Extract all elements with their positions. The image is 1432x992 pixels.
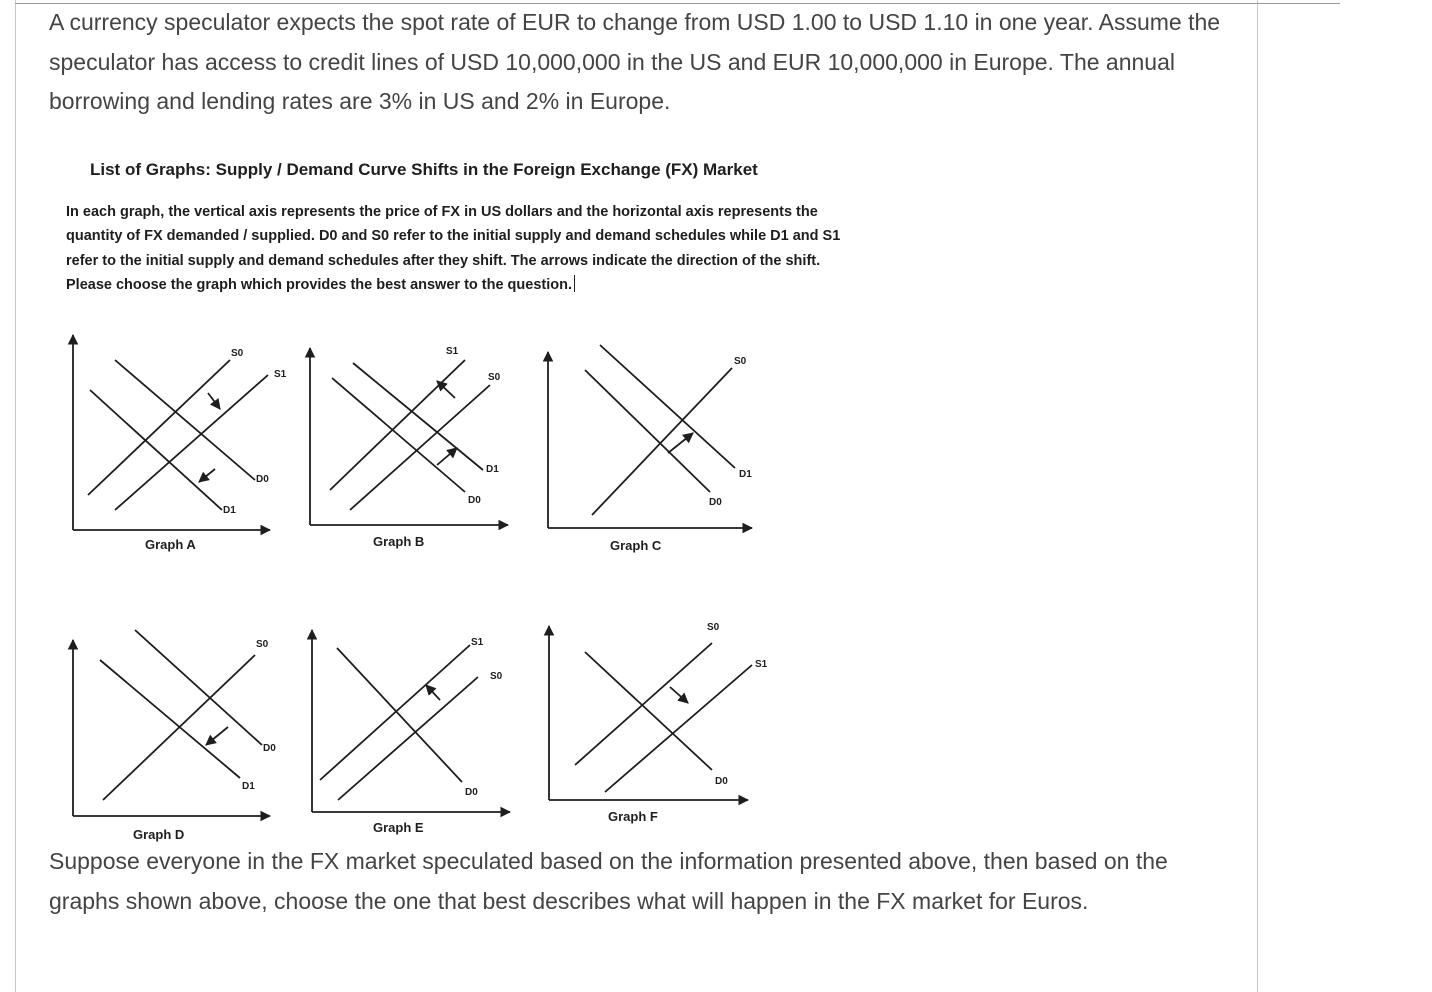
graph-e-s0-label: S0 <box>490 671 503 682</box>
question-closing-text: Suppose everyone in the FX market speculated based on the information presented above, then based on the graphs shown above, choose the one that best describes what will happen in the FX market for Euros. <box>49 848 1168 914</box>
graph-f-s0-label: S0 <box>707 622 720 633</box>
graph-f <box>549 626 752 800</box>
graph-b-d-shift-arrow <box>437 448 457 465</box>
graph-b-s1-label: S1 <box>446 346 459 357</box>
graph-e <box>312 630 510 812</box>
graph-e-name: Graph E <box>373 820 424 835</box>
graph-a-d1-curve <box>90 390 222 510</box>
graph-f-d0-label: D0 <box>715 776 728 787</box>
graph-d-d0-curve <box>135 630 262 745</box>
figure-title: List of Graphs: Supply / Demand Curve Shifts in the Foreign Exchange (FX) Market <box>90 160 758 179</box>
graph-b-d0-curve <box>332 378 465 492</box>
graph-a-d-shift-arrow <box>199 469 215 482</box>
graph-c-s0-label: S0 <box>734 356 747 367</box>
graph-e-d0-label: D0 <box>465 787 478 798</box>
graph-d-d0-label: D0 <box>263 743 276 754</box>
graph-f-s1-label: S1 <box>755 659 768 670</box>
graph-c-d-shift-arrow <box>668 433 693 453</box>
graph-d-d1-label: D1 <box>242 781 255 792</box>
graph-d-d-shift-arrow <box>206 727 228 745</box>
graph-c-s0-curve <box>592 368 732 515</box>
graph-c-d1-label: D1 <box>739 469 752 480</box>
graph-e-s0-curve <box>338 677 478 800</box>
graph-b-d1-label: D1 <box>486 464 499 475</box>
graph-e-s1-label: S1 <box>471 637 484 648</box>
graph-c-d0-label: D0 <box>709 497 722 508</box>
graph-a-s1-label: S1 <box>274 369 287 380</box>
graph-b-s0-label: S0 <box>488 372 501 383</box>
graph-f-s1-curve <box>605 665 752 792</box>
graph-e-s-shift-arrow <box>426 685 440 700</box>
graph-e-s1-curve <box>320 645 470 780</box>
graph-f-name: Graph F <box>608 809 658 824</box>
graph-d-s0-label: S0 <box>256 639 269 650</box>
graph-a-d1-label: D1 <box>223 505 236 516</box>
graph-a-d0-curve <box>115 360 255 480</box>
graph-a-s0-label: S0 <box>231 348 244 359</box>
graph-a-d0-label: D0 <box>256 474 269 485</box>
graph-d <box>73 630 270 816</box>
graph-b-s-shift-arrow <box>437 381 455 398</box>
graph-a-s-shift-arrow <box>208 393 220 409</box>
graph-b-d0-label: D0 <box>468 495 481 506</box>
question-intro-text: A currency speculator expects the spot rate of EUR to change from USD 1.00 to USD 1.10 in one year. Assume the speculator has access to credit lines of USD 10,000,000 in the US and EUR 10,000,000 in Europe. The annual borrowing and lending rates are 3% in US and 2% in Europe. <box>49 9 1221 114</box>
graph-f-d0-curve <box>585 652 712 770</box>
graph-a <box>73 335 270 530</box>
graph-f-s-shift-arrow <box>670 687 688 703</box>
graph-d-name: Graph D <box>133 827 185 842</box>
graph-b-d1-curve <box>353 363 483 470</box>
figure-description-text: In each graph, the vertical axis represents the price of FX in US dollars and the horizontal axis represents the quantity of FX demanded / supplied. D0 and S0 refer to the initial supply and demand schedules while D1 and S1 refer to the initial supply and demand schedules after they shift. The arrows indicate the direction of the shift. Please choose the graph which provides the best answer to the question. <box>66 204 841 293</box>
graph-a-name: Graph A <box>145 537 196 552</box>
graph-b-name: Graph B <box>373 534 425 549</box>
graph-c-name: Graph C <box>610 538 662 553</box>
graph-d-d1-curve <box>100 660 240 778</box>
graph-a-s1-curve <box>115 375 268 510</box>
